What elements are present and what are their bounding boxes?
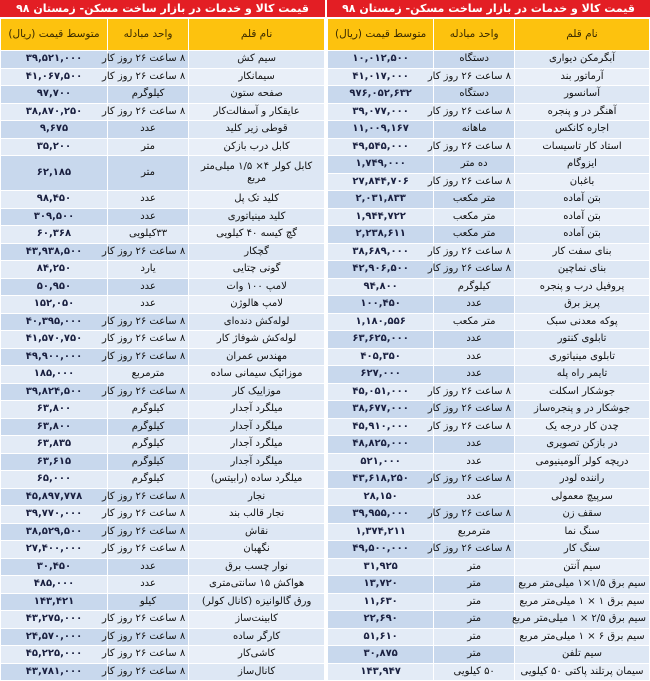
unit-cell: ۸ ساعت ۲۶ روز کار	[434, 419, 514, 436]
table-row	[328, 174, 649, 191]
table-row	[1, 384, 324, 401]
table-row	[328, 629, 649, 646]
item-name-cell: آهنگر در و پنجره	[515, 104, 649, 121]
table-row	[328, 314, 649, 331]
unit-cell: ده متر	[434, 156, 514, 173]
unit-cell: کیلوگرم	[108, 454, 188, 471]
table-row	[1, 209, 324, 226]
unit-cell: عدد	[434, 349, 514, 366]
price-cell: ۲۴,۵۷۰,۰۰۰	[1, 629, 107, 646]
item-name-cell: سیم برق ۱ × ۱ میلی‌متر مربع	[515, 594, 649, 611]
price-cell: ۲۷,۴۰۰,۰۰۰	[1, 541, 107, 558]
table-row	[1, 576, 324, 593]
unit-cell: ۸ ساعت ۲۶ روز کار	[108, 384, 188, 401]
header-item-name: نام قلم	[189, 19, 324, 50]
table-row	[328, 261, 649, 278]
price-cell: ۳۰,۴۵۰	[1, 559, 107, 576]
price-cell: ۹۷۶,۰۵۲,۶۳۲	[328, 86, 433, 103]
unit-cell: ۸ ساعت ۲۶ روز کار	[108, 524, 188, 541]
unit-cell: کیلوگرم	[108, 401, 188, 418]
unit-cell: متر	[434, 559, 514, 576]
price-cell: ۹۷,۷۰۰	[1, 86, 107, 103]
unit-cell: دستگاه	[434, 51, 514, 68]
item-name-cell: جوشکار اسکلت	[515, 384, 649, 401]
table-row	[328, 611, 649, 628]
price-cell: ۴۵,۸۹۷,۷۷۸	[1, 489, 107, 506]
price-cell: ۴۰,۳۹۵,۰۰۰	[1, 314, 107, 331]
item-name-cell: میلگرد آجدار	[189, 419, 324, 436]
price-cell: ۵۲۱,۰۰۰	[328, 454, 433, 471]
item-name-cell: کانال‌ساز	[189, 664, 324, 681]
unit-cell: ماهانه	[434, 121, 514, 138]
item-name-cell: آرماتور بند	[515, 69, 649, 86]
item-name-cell: تابلوی مینیاتوری	[515, 349, 649, 366]
price-cell: ۹۸,۴۵۰	[1, 191, 107, 208]
unit-cell: متر	[108, 156, 188, 190]
item-name-cell: لوله‌کش دنده‌ای	[189, 314, 324, 331]
price-cell: ۶۳,۸۰۰	[1, 401, 107, 418]
price-cell: ۴۸۵,۰۰۰	[1, 576, 107, 593]
table-row	[328, 664, 649, 681]
item-name-cell: سیم برق ۶ × ۱ میلی‌متر مربع	[515, 629, 649, 646]
header-row	[1, 19, 324, 50]
item-name-cell: میلگرد آجدار	[189, 454, 324, 471]
unit-cell: ۸ ساعت ۲۶ روز کار	[108, 51, 188, 68]
table-row	[328, 244, 649, 261]
item-name-cell: سیم برق ۱/۵×۱ میلی‌متر مربع	[515, 576, 649, 593]
table-row	[328, 489, 649, 506]
item-name-cell: کابل درب بازکن	[189, 139, 324, 156]
table-row	[1, 104, 324, 121]
item-name-cell: سیمانکار	[189, 69, 324, 86]
table-row	[328, 139, 649, 156]
header-price: متوسط قیمت (ریال)	[1, 19, 107, 50]
item-name-cell: دریچه کولر آلومینیومی	[515, 454, 649, 471]
table-row	[1, 86, 324, 103]
price-cell: ۲۸,۱۵۰	[328, 489, 433, 506]
unit-cell: متر	[434, 594, 514, 611]
price-cell: ۵۰,۹۵۰	[1, 279, 107, 296]
item-name-cell: میلگرد ساده (رابیتس)	[189, 471, 324, 488]
table-row	[328, 401, 649, 418]
price-cell: ۴۵,۲۲۵,۰۰۰	[1, 646, 107, 663]
price-cell: ۲,۲۳۸,۶۱۱	[328, 226, 433, 243]
unit-cell: عدد	[108, 576, 188, 593]
price-cell: ۳۸,۵۲۹,۵۰۰	[1, 524, 107, 541]
unit-cell: ۸ ساعت ۲۶ روز کار	[434, 401, 514, 418]
header-unit: واحد مبادله	[434, 19, 514, 50]
table-row	[328, 646, 649, 663]
item-name-cell: هواکش ۱۵ سانتی‌متری	[189, 576, 324, 593]
unit-cell: مترمربع	[108, 366, 188, 383]
table-row	[1, 366, 324, 383]
unit-cell: عدد	[434, 436, 514, 453]
unit-cell: ۸ ساعت ۲۶ روز کار	[434, 471, 514, 488]
price-cell: ۴۹,۹۰۰,۰۰۰	[1, 349, 107, 366]
table-row	[1, 226, 324, 243]
item-name-cell: ورق گالوانیزه (کانال کولر)	[189, 594, 324, 611]
price-table-panel-1	[327, 0, 650, 680]
item-name-cell: عایقکار و آسفالت‌کار	[189, 104, 324, 121]
item-name-cell: کابینت‌ساز	[189, 611, 324, 628]
unit-cell: عدد	[108, 296, 188, 313]
item-name-cell: کارگر ساده	[189, 629, 324, 646]
table-row	[328, 594, 649, 611]
unit-cell: ۸ ساعت ۲۶ روز کار	[434, 384, 514, 401]
unit-cell: ۸ ساعت ۲۶ روز کار	[434, 506, 514, 523]
item-name-cell: قوطی زیر کلید	[189, 121, 324, 138]
item-name-cell: میلگرد آجدار	[189, 401, 324, 418]
price-cell: ۳۸,۶۷۷,۰۰۰	[328, 401, 433, 418]
table-row	[328, 156, 649, 173]
item-name-cell: استاد کار تاسیسات	[515, 139, 649, 156]
unit-cell: متر مکعب	[434, 209, 514, 226]
price-cell: ۹,۶۷۵	[1, 121, 107, 138]
unit-cell: عدد	[108, 279, 188, 296]
table-row	[1, 69, 324, 86]
item-name-cell: سیم آنتن	[515, 559, 649, 576]
unit-cell: عدد	[108, 209, 188, 226]
price-cell: ۴۱,۰۱۷,۰۰۰	[328, 69, 433, 86]
price-cell: ۱,۹۴۴,۷۲۲	[328, 209, 433, 226]
price-cell: ۳۱,۹۲۵	[328, 559, 433, 576]
item-name-cell: راننده لودر	[515, 471, 649, 488]
unit-cell: ۸ ساعت ۲۶ روز کار	[108, 331, 188, 348]
item-name-cell: بنای نماچین	[515, 261, 649, 278]
price-table	[327, 18, 650, 681]
price-cell: ۳۹,۰۷۷,۰۰۰	[328, 104, 433, 121]
table-row	[1, 471, 324, 488]
unit-cell: ۸ ساعت ۲۶ روز کار	[108, 646, 188, 663]
item-name-cell: آسانسور	[515, 86, 649, 103]
table-row	[1, 314, 324, 331]
price-cell: ۱۸۵,۰۰۰	[1, 366, 107, 383]
price-cell: ۸۴,۲۵۰	[1, 261, 107, 278]
price-cell: ۶۵,۰۰۰	[1, 471, 107, 488]
unit-cell: ۸ ساعت ۲۶ روز کار	[434, 244, 514, 261]
table-row	[1, 524, 324, 541]
table-row	[1, 349, 324, 366]
price-cell: ۶۳,۸۰۰	[1, 419, 107, 436]
item-name-cell: جوشکار در و پنجره‌ساز	[515, 401, 649, 418]
table-row	[1, 401, 324, 418]
price-cell: ۵۱,۶۱۰	[328, 629, 433, 646]
table-row	[328, 471, 649, 488]
price-cell: ۴۳,۶۱۸,۲۵۰	[328, 471, 433, 488]
price-cell: ۴۵,۹۱۰,۰۰۰	[328, 419, 433, 436]
price-cell: ۴۱,۰۶۷,۵۰۰	[1, 69, 107, 86]
table-row	[1, 51, 324, 68]
table-row	[1, 489, 324, 506]
unit-cell: ۸ ساعت ۲۶ روز کار	[108, 506, 188, 523]
table-row	[328, 576, 649, 593]
item-name-cell: بنای سفت کار	[515, 244, 649, 261]
table-row	[1, 244, 324, 261]
price-cell: ۳۹,۵۲۱,۰۰۰	[1, 51, 107, 68]
item-name-cell: لامپ ۱۰۰ وات	[189, 279, 324, 296]
table-row	[1, 419, 324, 436]
item-name-cell: مهندس عمران	[189, 349, 324, 366]
header-row	[328, 19, 649, 50]
item-name-cell: بتن آماده	[515, 226, 649, 243]
unit-cell: کیلوگرم	[434, 279, 514, 296]
price-cell: ۴۰۵,۳۵۰	[328, 349, 433, 366]
item-name-cell: باغبان	[515, 174, 649, 191]
table-row	[1, 646, 324, 663]
price-cell: ۶۳,۶۱۵	[1, 454, 107, 471]
table-row	[1, 261, 324, 278]
price-cell: ۳۵,۲۰۰	[1, 139, 107, 156]
unit-cell: ۸ ساعت ۲۶ روز کار	[434, 139, 514, 156]
table-row	[328, 296, 649, 313]
table-row	[1, 559, 324, 576]
item-name-cell: سیم برق ۲/۵ × ۱ میلی‌متر مربع	[515, 611, 649, 628]
unit-cell: متر مکعب	[434, 191, 514, 208]
unit-cell: کیلوگرم	[108, 471, 188, 488]
table-row	[1, 594, 324, 611]
unit-cell: ۸ ساعت ۲۶ روز کار	[108, 541, 188, 558]
table-row	[1, 436, 324, 453]
item-name-cell: موزائیک سیمانی ساده	[189, 366, 324, 383]
price-cell: ۴۳,۹۳۸,۵۰۰	[1, 244, 107, 261]
table-row	[1, 629, 324, 646]
item-name-cell: سنگ کار	[515, 541, 649, 558]
price-cell: ۳۹,۷۷۰,۰۰۰	[1, 506, 107, 523]
item-name-cell: چدن کار درجه یک	[515, 419, 649, 436]
price-cell: ۲۷,۸۴۴,۷۰۶	[328, 174, 433, 191]
item-name-cell: سیم تلفن	[515, 646, 649, 663]
unit-cell: ۸ ساعت ۲۶ روز کار	[108, 664, 188, 681]
item-name-cell: سرپیچ معمولی	[515, 489, 649, 506]
unit-cell: عدد	[108, 191, 188, 208]
unit-cell: ۵۰ کیلویی	[434, 664, 514, 681]
price-cell: ۲۲,۶۹۰	[328, 611, 433, 628]
unit-cell: یارد	[108, 261, 188, 278]
item-name-cell: صفحه ستون	[189, 86, 324, 103]
item-name-cell: لامپ هالوژن	[189, 296, 324, 313]
table-row	[328, 419, 649, 436]
unit-cell: ۸ ساعت ۲۶ روز کار	[108, 314, 188, 331]
price-cell: ۱,۷۴۹,۰۰۰	[328, 156, 433, 173]
item-name-cell: نگهبان	[189, 541, 324, 558]
header-item-name: نام قلم	[515, 19, 649, 50]
price-cell: ۲,۰۳۱,۸۳۳	[328, 191, 433, 208]
item-name-cell: سیم کش	[189, 51, 324, 68]
table-row	[328, 384, 649, 401]
table-row	[1, 296, 324, 313]
table-row	[1, 139, 324, 156]
table-row	[1, 664, 324, 681]
table-row	[1, 121, 324, 138]
unit-cell: متر	[108, 139, 188, 156]
price-cell: ۳۹,۸۲۴,۵۰۰	[1, 384, 107, 401]
price-cell: ۶۳,۸۳۵	[1, 436, 107, 453]
price-cell: ۱۱,۶۳۰	[328, 594, 433, 611]
unit-cell: عدد	[434, 489, 514, 506]
item-name-cell: تابلوی کنتور	[515, 331, 649, 348]
unit-cell: ۸ ساعت ۲۶ روز کار	[108, 104, 188, 121]
table-row	[1, 156, 324, 190]
table-row	[328, 331, 649, 348]
unit-cell: ۸ ساعت ۲۶ روز کار	[434, 104, 514, 121]
unit-cell: ۸ ساعت ۲۶ روز کار	[108, 349, 188, 366]
table-row	[328, 559, 649, 576]
price-cell: ۶۰,۳۶۸	[1, 226, 107, 243]
item-name-cell: گچکار	[189, 244, 324, 261]
unit-cell: ۸ ساعت ۲۶ روز کار	[434, 261, 514, 278]
price-cell: ۱۴۳,۴۲۱	[1, 594, 107, 611]
unit-cell: ۳۳کیلویی	[108, 226, 188, 243]
table-title: قیمت کالا و خدمات در بازار ساخت مسکن- زمستان ۹۸	[0, 0, 325, 18]
price-cell: ۱۵۲,۰۵۰	[1, 296, 107, 313]
item-name-cell: سیمان پرتلند پاکتی ۵۰ کیلویی	[515, 664, 649, 681]
unit-cell: کیلوگرم	[108, 86, 188, 103]
item-name-cell: کلید تک پل	[189, 191, 324, 208]
price-cell: ۳۰۹,۵۰۰	[1, 209, 107, 226]
unit-cell: کیلوگرم	[108, 419, 188, 436]
item-name-cell: پریز برق	[515, 296, 649, 313]
item-name-cell: نقاش	[189, 524, 324, 541]
item-name-cell: نوار چسب برق	[189, 559, 324, 576]
price-cell: ۱,۱۸۰,۵۵۶	[328, 314, 433, 331]
table-row	[328, 104, 649, 121]
table-row	[328, 349, 649, 366]
unit-cell: مترمربع	[434, 524, 514, 541]
header-price: متوسط قیمت (ریال)	[328, 19, 433, 50]
table-row	[328, 454, 649, 471]
table-row	[1, 191, 324, 208]
price-table-panel-2	[0, 0, 325, 680]
unit-cell: متر	[434, 611, 514, 628]
table-row	[328, 121, 649, 138]
unit-cell: ۸ ساعت ۲۶ روز کار	[108, 629, 188, 646]
item-name-cell: سقف زن	[515, 506, 649, 523]
table-row	[328, 436, 649, 453]
unit-cell: متر	[434, 646, 514, 663]
item-name-cell: گچ کیسه ۴۰ کیلویی	[189, 226, 324, 243]
item-name-cell: بتن آماده	[515, 191, 649, 208]
table-row	[1, 331, 324, 348]
item-name-cell: اجاره کانکس	[515, 121, 649, 138]
table-row	[328, 506, 649, 523]
price-cell: ۴۳,۷۸۱,۰۰۰	[1, 664, 107, 681]
unit-cell: ۸ ساعت ۲۶ روز کار	[434, 541, 514, 558]
table-row	[328, 86, 649, 103]
price-cell: ۶۳,۶۲۵,۰۰۰	[328, 331, 433, 348]
item-name-cell: لوله‌کش شوفاژ کار	[189, 331, 324, 348]
price-cell: ۱۴۳,۹۴۷	[328, 664, 433, 681]
price-cell: ۹۴,۸۰۰	[328, 279, 433, 296]
table-row	[328, 541, 649, 558]
table-row	[328, 366, 649, 383]
unit-cell: متر مکعب	[434, 226, 514, 243]
table-row	[1, 279, 324, 296]
unit-cell: عدد	[434, 296, 514, 313]
item-name-cell: سنگ نما	[515, 524, 649, 541]
unit-cell: عدد	[434, 454, 514, 471]
item-name-cell: پوکه معدنی سبک	[515, 314, 649, 331]
price-cell: ۱,۳۷۴,۲۱۱	[328, 524, 433, 541]
unit-cell: عدد	[434, 366, 514, 383]
price-cell: ۳۸,۸۷۰,۲۵۰	[1, 104, 107, 121]
unit-cell: عدد	[108, 121, 188, 138]
table-row	[328, 209, 649, 226]
item-name-cell: پروفیل درب و پنجره	[515, 279, 649, 296]
price-cell: ۶۲۷,۰۰۰	[328, 366, 433, 383]
unit-cell: ۸ ساعت ۲۶ روز کار	[434, 69, 514, 86]
table-row	[1, 541, 324, 558]
unit-cell: متر مکعب	[434, 314, 514, 331]
unit-cell: ۸ ساعت ۲۶ روز کار	[108, 611, 188, 628]
price-cell: ۴۸,۸۲۵,۰۰۰	[328, 436, 433, 453]
table-row	[328, 226, 649, 243]
unit-cell: ۸ ساعت ۲۶ روز کار	[434, 174, 514, 191]
item-name-cell: ایزوگام	[515, 156, 649, 173]
price-cell: ۳۰,۸۷۵	[328, 646, 433, 663]
unit-cell: ۸ ساعت ۲۶ روز کار	[108, 244, 188, 261]
unit-cell: متر	[434, 576, 514, 593]
table-row	[328, 191, 649, 208]
price-cell: ۴۹,۵۰۰,۰۰۰	[328, 541, 433, 558]
unit-cell: عدد	[434, 331, 514, 348]
price-cell: ۴۳,۲۷۵,۰۰۰	[1, 611, 107, 628]
table-row	[328, 51, 649, 68]
price-table	[0, 18, 325, 681]
item-name-cell: آبگرمکن دیواری	[515, 51, 649, 68]
price-cell: ۱۳,۷۲۰	[328, 576, 433, 593]
price-cell: ۴۹,۵۴۵,۰۰۰	[328, 139, 433, 156]
item-name-cell: بتن آماده	[515, 209, 649, 226]
table-title: قیمت کالا و خدمات در بازار ساخت مسکن- زمستان ۹۸	[327, 0, 650, 18]
unit-cell: متر	[434, 629, 514, 646]
unit-cell: ۸ ساعت ۲۶ روز کار	[108, 489, 188, 506]
item-name-cell: گونی چتایی	[189, 261, 324, 278]
unit-cell: دستگاه	[434, 86, 514, 103]
table-row	[1, 506, 324, 523]
price-cell: ۳۸,۶۸۹,۰۰۰	[328, 244, 433, 261]
price-cell: ۱۱,۰۰۹,۱۶۷	[328, 121, 433, 138]
item-name-cell: در بازکن تصویری	[515, 436, 649, 453]
item-name-cell: نجار قالب بند	[189, 506, 324, 523]
price-cell: ۱۰۰,۴۵۰	[328, 296, 433, 313]
table-row	[328, 524, 649, 541]
table-row	[1, 611, 324, 628]
price-cell: ۶۲,۱۸۵	[1, 156, 107, 190]
header-unit: واحد مبادله	[108, 19, 188, 50]
item-name-cell: میلگرد آجدار	[189, 436, 324, 453]
table-row	[328, 279, 649, 296]
unit-cell: ۸ ساعت ۲۶ روز کار	[108, 69, 188, 86]
item-name-cell: کابل کولر ۴× ۱/۵ میلی‌متر مربع	[189, 156, 324, 190]
item-name-cell: موزاییک کار	[189, 384, 324, 401]
unit-cell: کیلوگرم	[108, 436, 188, 453]
price-cell: ۱۰,۰۱۲,۵۰۰	[328, 51, 433, 68]
price-cell: ۴۵,۰۵۱,۰۰۰	[328, 384, 433, 401]
table-row	[328, 69, 649, 86]
item-name-cell: کلید مینیاتوری	[189, 209, 324, 226]
unit-cell: عدد	[108, 559, 188, 576]
item-name-cell: کاشی‌کار	[189, 646, 324, 663]
item-name-cell: تایمر راه پله	[515, 366, 649, 383]
price-cell: ۴۲,۹۰۶,۵۰۰	[328, 261, 433, 278]
unit-cell: کیلو	[108, 594, 188, 611]
table-row	[1, 454, 324, 471]
item-name-cell: نجار	[189, 489, 324, 506]
price-cell: ۳۹,۹۵۵,۰۰۰	[328, 506, 433, 523]
price-cell: ۴۱,۵۷۰,۷۵۰	[1, 331, 107, 348]
